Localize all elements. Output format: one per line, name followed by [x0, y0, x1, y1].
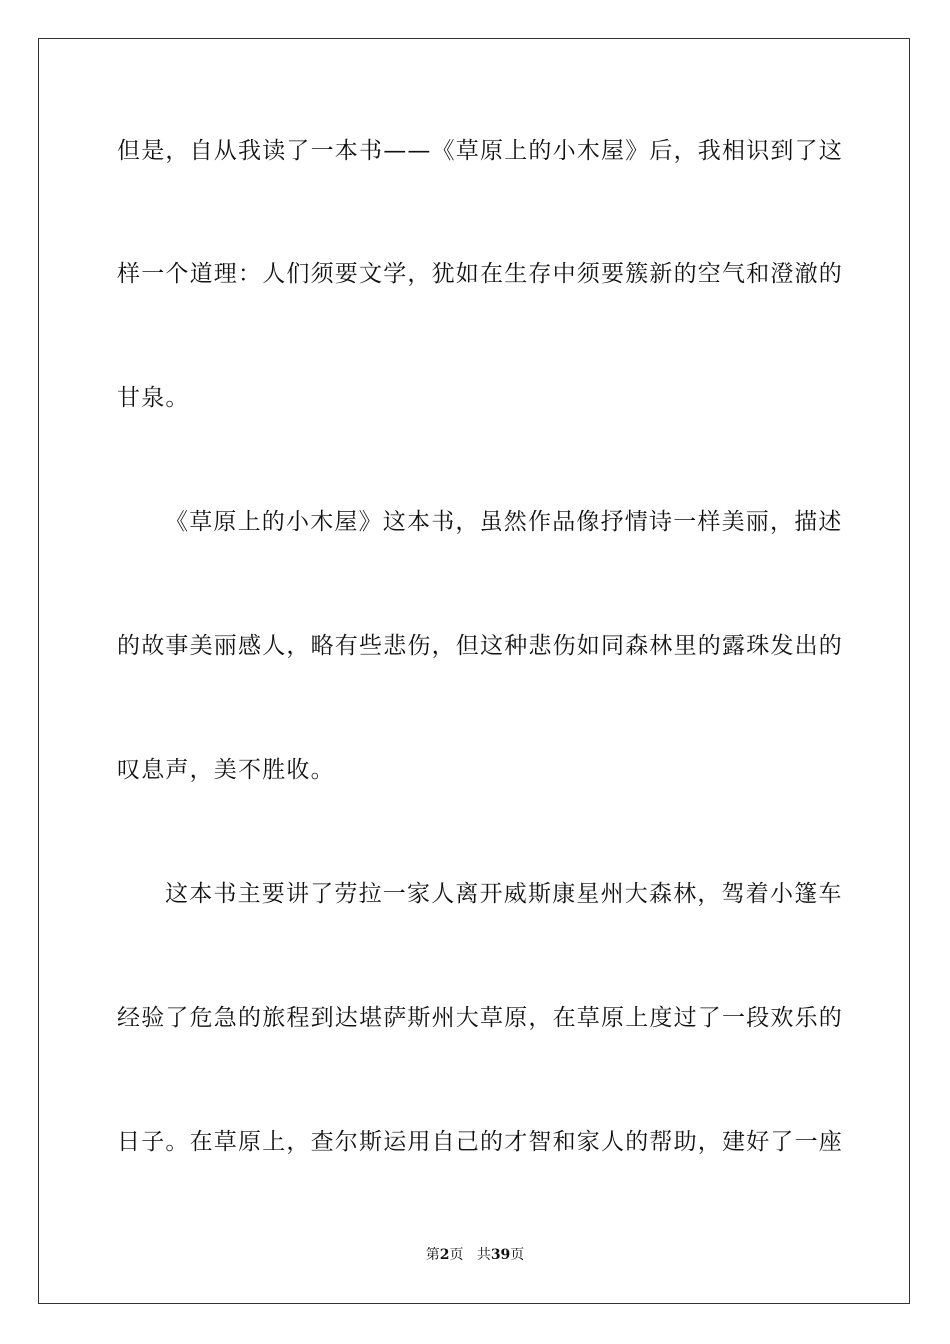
text-line-8: 经验了危急的旅程到达堪萨斯州大草原，在草原上度过了一段欢乐的	[117, 1005, 843, 1031]
text-line-3: 甘泉。	[117, 385, 190, 411]
total-pages: 39	[490, 1247, 511, 1263]
total-suffix: 页	[510, 1247, 525, 1263]
page-number: 2	[439, 1247, 450, 1263]
text-line-4: 《草原上的小木屋》这本书，虽然作品像抒情诗一样美丽，描述	[165, 509, 843, 535]
text-line-1: 但是，自从我读了一本书——《草原上的小木屋》后，我相识到了这	[117, 138, 843, 164]
total-prefix: 共	[476, 1247, 491, 1263]
text-line-2: 样一个道理：人们须要文学，犹如在生存中须要簇新的空气和澄澈的	[117, 261, 843, 287]
text-line-5: 的故事美丽感人，略有些悲伤，但这种悲伤如同森林里的露珠发出的	[117, 633, 843, 659]
page-border	[38, 38, 910, 1304]
text-line-7: 这本书主要讲了劳拉一家人离开威斯康星州大森林，驾着小篷车	[165, 881, 843, 907]
page-footer	[0, 1244, 950, 1264]
page-suffix: 页	[449, 1247, 464, 1263]
text-line-9: 日子。在草原上，查尔斯运用自己的才智和家人的帮助，建好了一座	[117, 1129, 843, 1155]
text-line-6: 叹息声，美不胜收。	[117, 757, 335, 783]
page-prefix: 第	[425, 1247, 440, 1263]
